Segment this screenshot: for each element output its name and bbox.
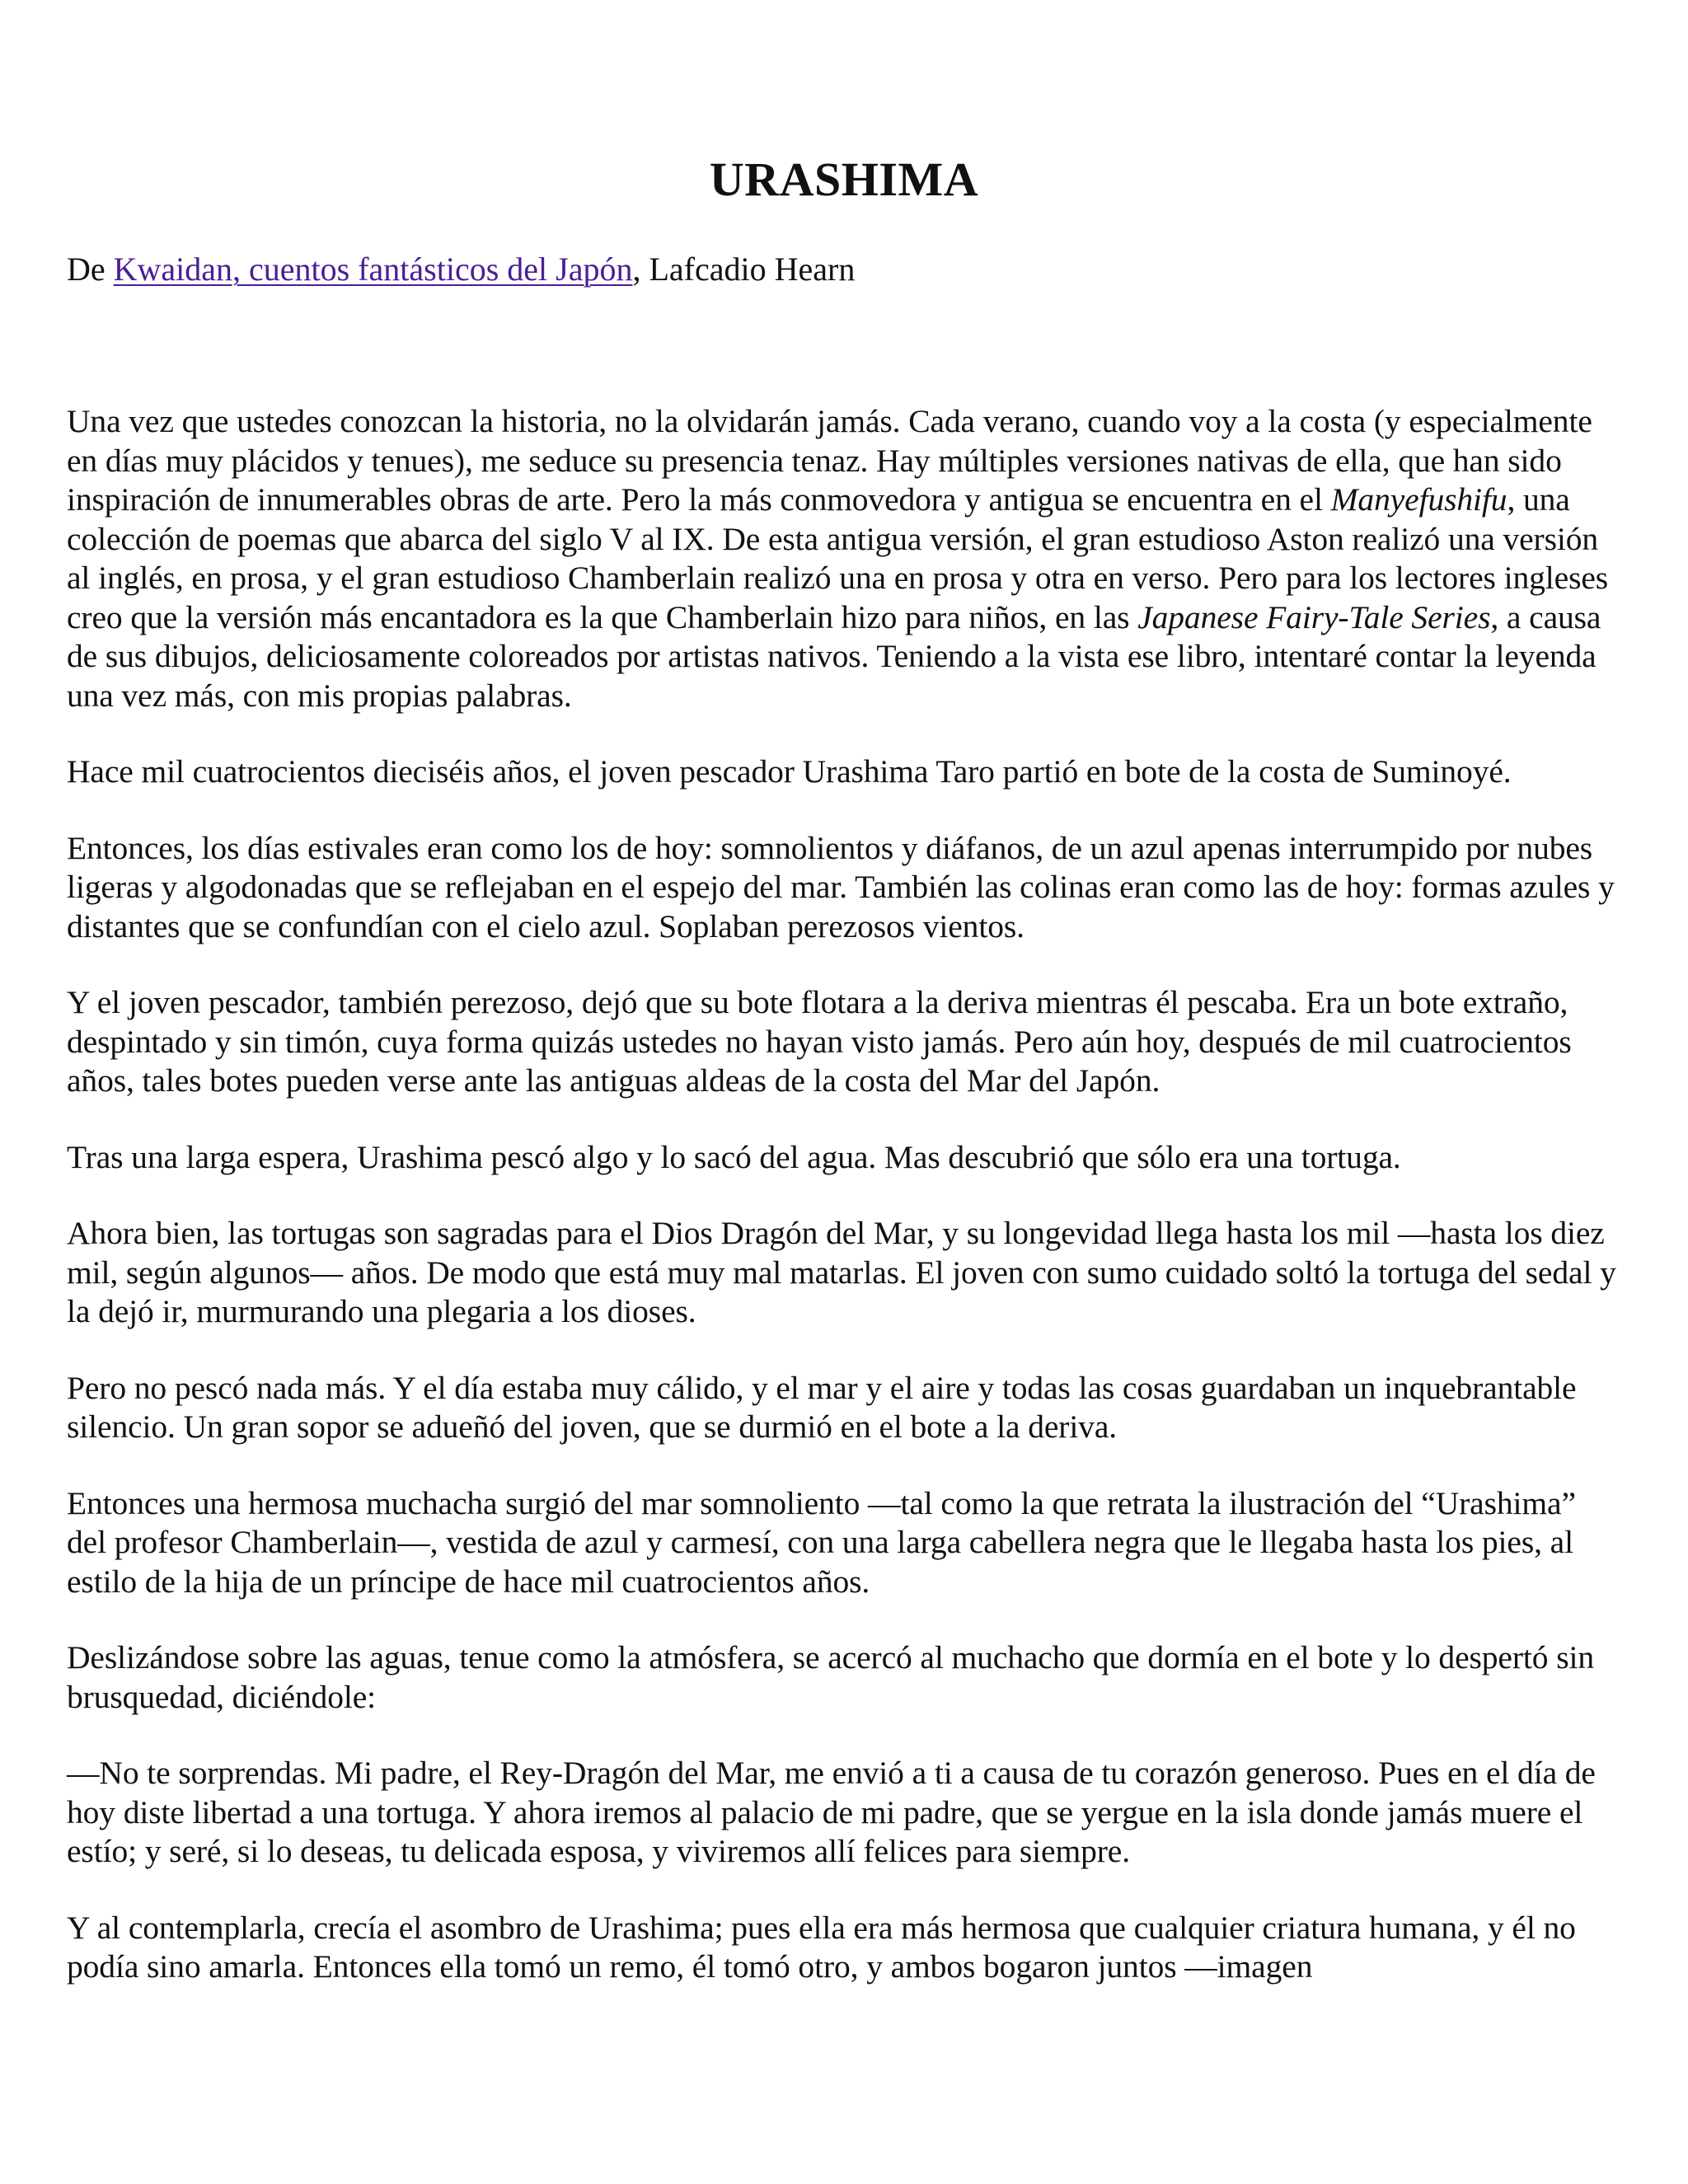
byline [67,250,855,289]
paragraph-7: Pero no pescó nada más. Y el día estaba muy cálido, y el mar y el aire y todas las cosas guardaban un inquebrantable silencio. Un gran sopor se adueñó del joven, que se durmió en el bote a la deriva. [67,1369,1577,1445]
paragraph-9: Deslizándose sobre las aguas, tenue como la atmósfera, se acercó al muchacho que dormía en el bote y lo despertó sin brusquedad, diciéndole: [67,1639,1595,1715]
paragraph-6: Ahora bien, las tortugas son sagradas para el Dios Dragón del Mar, y su longevidad llega hasta los mil —hasta los diez mil, según algunos— años. De modo que está muy mal matarlas. El joven con sumo cuidado soltó la tortuga del sedal y la dejó ir, murmurando una plegaria a los dioses. [67,1215,1616,1329]
paragraph-1-part-c: , a causa de sus dibujos, deliciosamente coloreados por artistas nativos. Teniendo a la vista ese libro, intentaré contar la leyenda una vez más, con mis propias palabras. [67,598,1601,714]
paragraph-10: —No te sorprendas. Mi padre, el Rey-Dragón del Mar, me envió a ti a causa de tu corazón generoso. Pues en el día de hoy diste libertad a una tortuga. Y ahora iremos al palacio de mi padre, que se yergue en la isla donde jamás muere el estío; y seré, si lo deseas, tu delicada esposa, y viviremos allí felices para siempre. [67,1755,1596,1869]
source-book-link[interactable]: Kwaidan, cuentos fantásticos del Japón [113,251,633,288]
paragraph-1 [67,402,1621,715]
paragraph-5: Tras una larga espera, Urashima pescó algo y lo sacó del agua. Mas descubrió que sólo era una tortuga. [67,1138,1401,1175]
paragraph-3: Entonces, los días estivales eran como los de hoy: somnolientos y diáfanos, de un azul apenas interrumpido por nubes ligeras y algodonadas que se reflejaban en el espejo del mar. También las colinas eran como las de hoy: formas azules y distantes que se confundían con el cielo azul. Soplaban perezosos vientos. [67,829,1615,944]
manyefushifu-title: Manyefushifu [1330,481,1507,518]
paragraph-8: Entonces una hermosa muchacha surgió del mar somnoliento —tal como la que retrata la ilustración del “Urashima” del profesor Chamberlain—, vestida de azul y carmesí, con una larga cabellera negra que le llegaba hasta los pies, al estilo de la hija de un príncipe de hace mil cuatrocientos años. [67,1484,1576,1600]
paragraph-11: Y al contemplarla, crecía el asombro de Urashima; pues ella era más hermosa que cualquier criatura humana, y él no podía sino amarla. Entonces ella tomó un remo, él tomó otro, y ambos bogaron juntos —imagen [67,1909,1576,1985]
paragraph-1-part-b: , una colección de poemas que abarca del siglo V al IX. De esta antigua versión, el gran estudioso Aston realizó una versión al inglés, en prosa, y el gran estudioso Chamberlain realizó una en prosa y otra en verso. Pero para los lectores ingleses creo que la versión más encantadora es la que Chamberlain hizo para niños, en las [67,481,1609,635]
story-body [67,402,1621,1987]
paragraph-2: Hace mil cuatrocientos dieciséis años, el joven pescador Urashima Taro partió en bote de la costa de Suminoyé. [67,753,1512,790]
byline-prefix: De [67,251,114,288]
page-title: URASHIMA [709,152,979,206]
byline-author: , Lafcadio Hearn [632,251,856,288]
paragraph-1-part-a: Una vez que ustedes conozcan la historia, no la olvidarán jamás. Cada verano, cuando voy a la costa (y especialmente en días muy plácidos y tenues), me seduce su presencia tenaz. Hay múltiples versiones nativas de ella, que han sido inspiración de innumerables obras de arte. Pero la más conmovedora y antigua se encuentra en el [67,403,1592,518]
paragraph-4: Y el joven pescador, también perezoso, dejó que su bote flotara a la deriva mientras él pescaba. Era un bote extraño, despintado y sin timón, cuya forma quizás ustedes no hayan visto jamás. Pero aún hoy, después de mil cuatrocientos años, tales botes pueden verse ante las antiguas aldeas de la costa del Mar del Japón. [67,984,1572,1099]
fairy-tale-series-title: Japanese Fairy-Tale Series [1137,598,1491,635]
